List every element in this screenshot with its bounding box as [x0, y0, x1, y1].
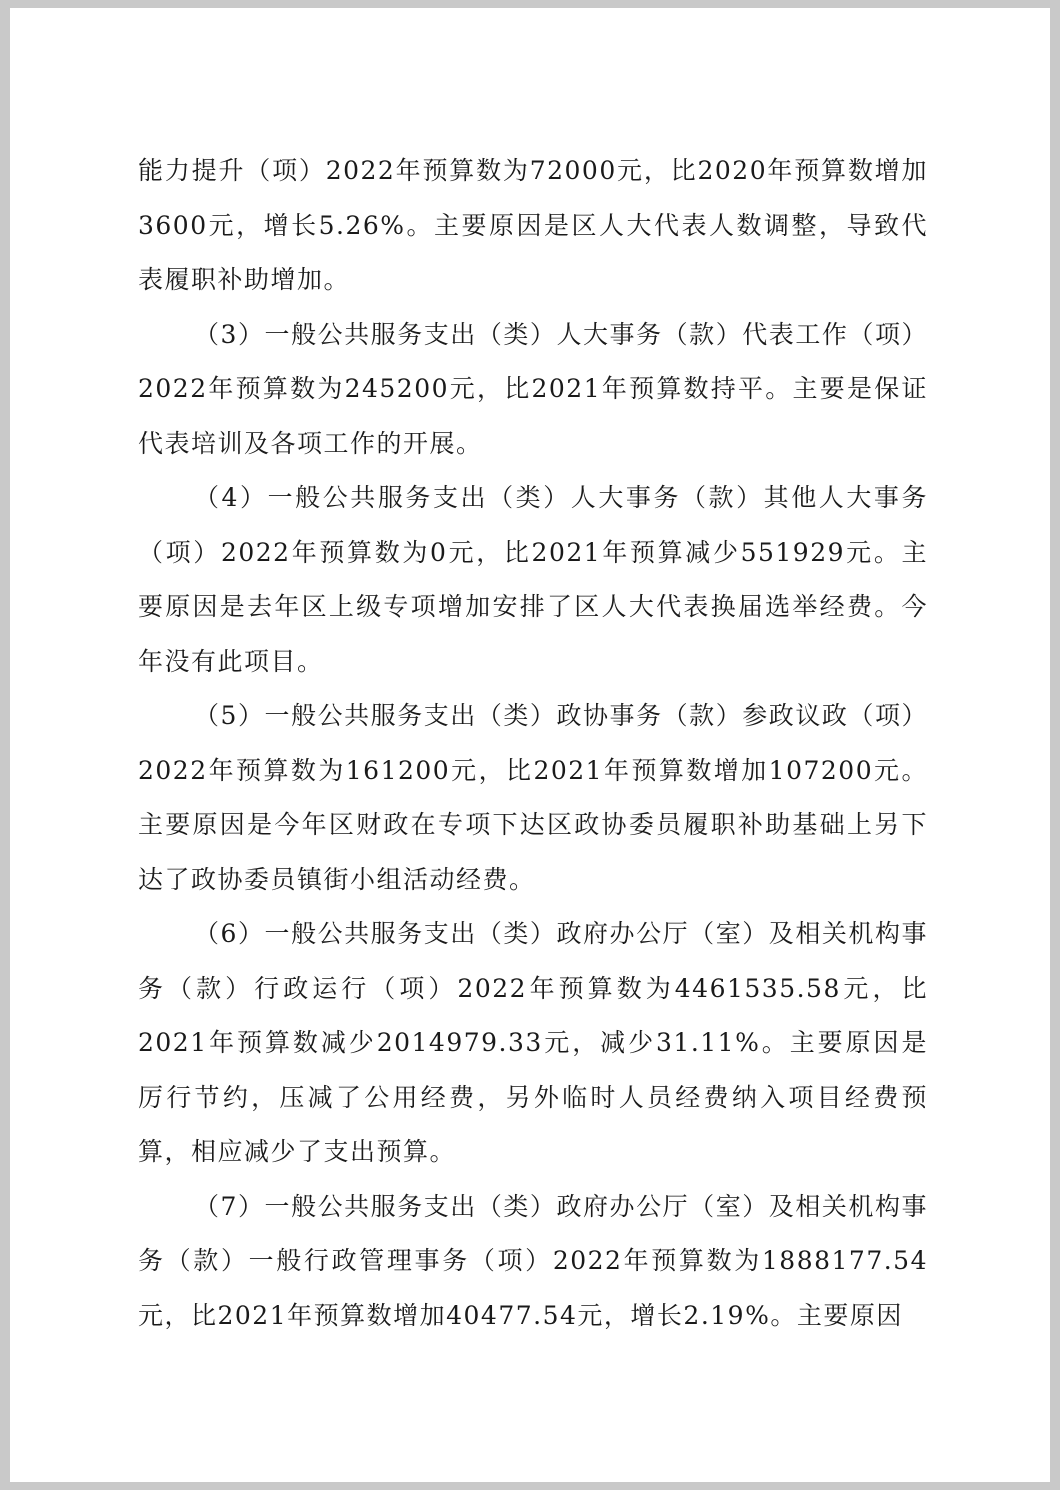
paragraph-continuation: 能力提升（项）2022年预算数为72000元，比2020年预算数增加3600元，增长5.26%。主要原因是区人大代表人数调整，导致代表履职补助增加。 [138, 156, 928, 294]
paragraph-item-5: （5）一般公共服务支出（类）政协事务（款）参政议政（项）2022年预算数为161200元，比2021年预算数增加107200元。主要原因是今年区财政在专项下达区政协委员履职补助基础上另下达了政协委员镇街小组活动经费。 [138, 701, 928, 894]
paragraph-item-6: （6）一般公共服务支出（类）政府办公厅（室）及相关机构事务（款）行政运行（项）2022年预算数为4461535.58元，比2021年预算数减少2014979.33元，减少31.11%。主要原因是厉行节约，压减了公用经费，另外临时人员经费纳入项目经费预算，相应减少了支出预算。 [138, 919, 928, 1166]
paragraph-item-4: （4）一般公共服务支出（类）人大事务（款）其他人大事务（项）2022年预算数为0元，比2021年预算减少551929元。主要原因是去年区上级专项增加安排了区人大代表换届选举经费。今年没有此项目。 [138, 483, 928, 676]
document-body [138, 144, 928, 1343]
paragraph-item-7: （7）一般公共服务支出（类）政府办公厅（室）及相关机构事务（款）一般行政管理事务（项）2022年预算数为1888177.54元，比2021年预算数增加40477.54元，增长2.19%。主要原因 [138, 1191, 928, 1330]
paragraph-item-3: （3）一般公共服务支出（类）人大事务（款）代表工作（项）2022年预算数为245200元，比2021年预算数持平。主要是保证代表培训及各项工作的开展。 [138, 319, 928, 458]
document-page [10, 8, 1050, 1482]
